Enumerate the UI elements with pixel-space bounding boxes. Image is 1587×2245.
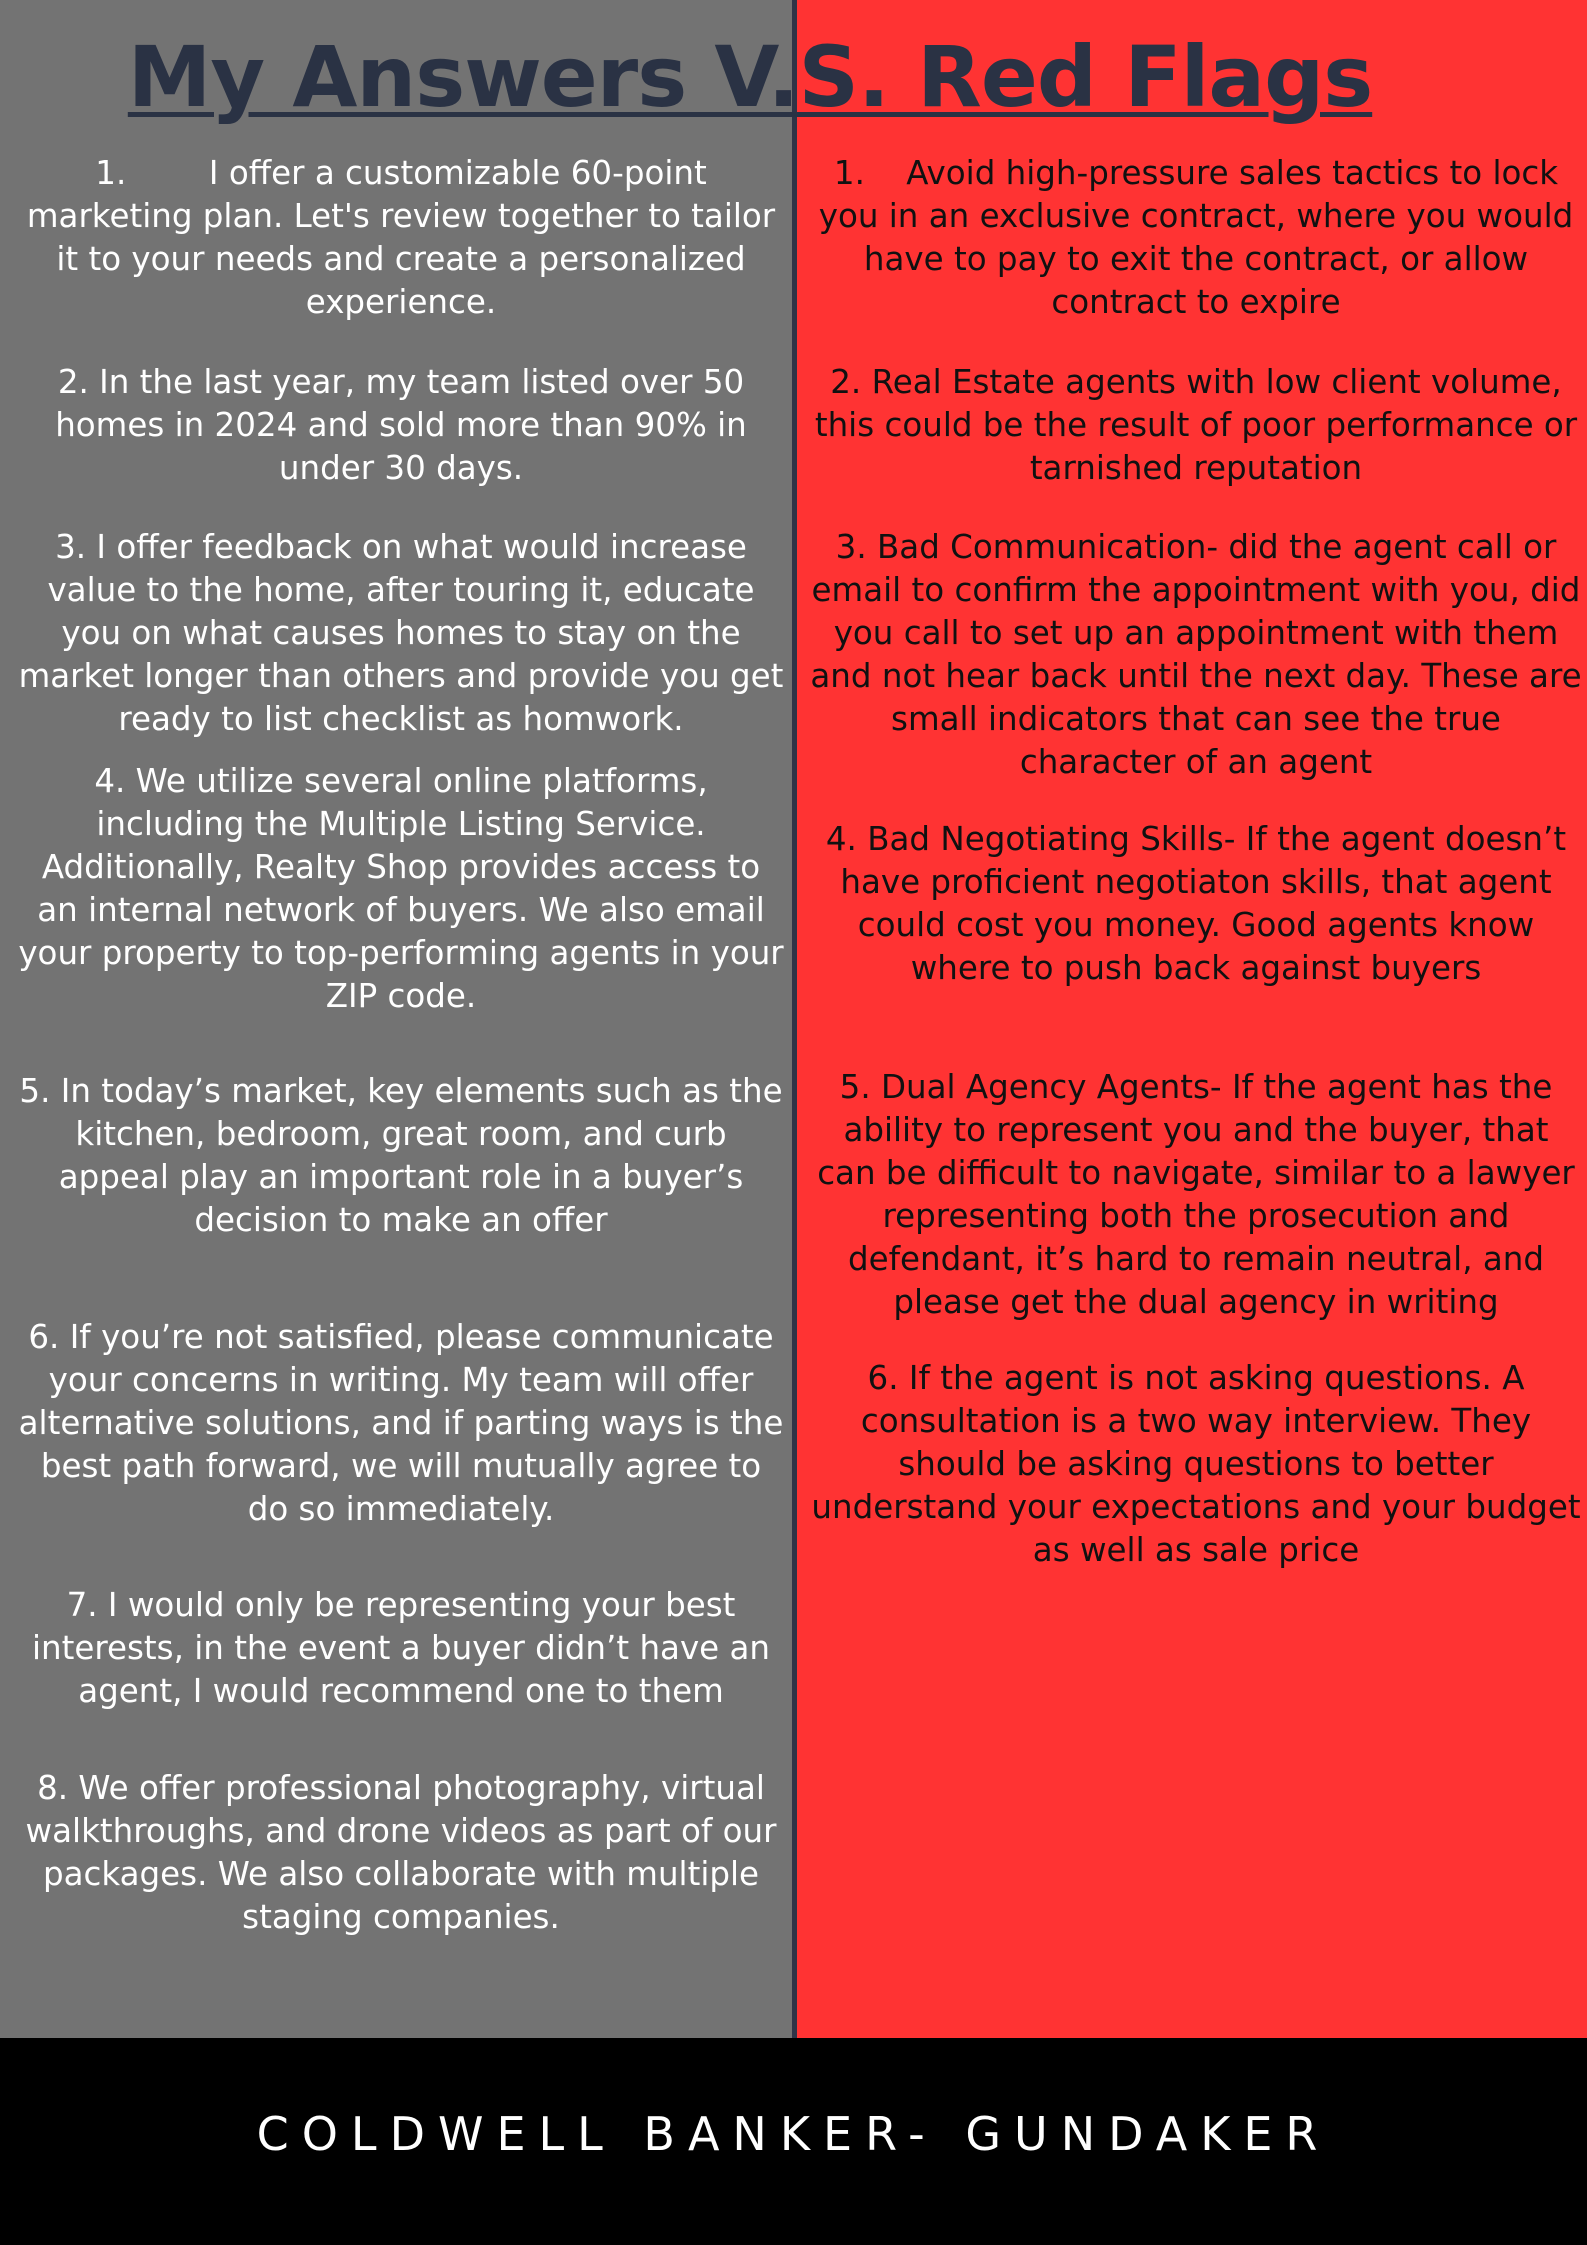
answer-item-6: 6. If you’re not satisfied, please communicate your concerns in writing. My team will offer alternative solutions, and if parting ways is the best path forward, we will mutually agree to do so immediately. — [18, 1318, 784, 1528]
answer-item-8: 8. We offer professional photography, virtual walkthroughs, and drone videos as part of our packages. We also collaborate with multiple staging companies. — [25, 1769, 777, 1936]
red-flag-item-2: 2. Real Estate agents with low client volume, this could be the result of poor performance or tarnished reputation — [814, 363, 1578, 487]
answer-item-7: 7. I would only be representing your best interests, in the event a buyer didn’t have an agent, I would recommend one to them — [31, 1586, 771, 1710]
column-divider — [792, 0, 797, 2038]
answer-item-2: 2. In the last year, my team listed over 50 homes in 2024 and sold more than 90% in under 30 days. — [55, 363, 747, 487]
brokerage-name: COLDWELL BANKER- GUNDAKER — [256, 2107, 1331, 2161]
answer-item-4: 4. We utilize several online platforms, including the Multiple Listing Service. Additionally, Realty Shop provides access to an internal network of buyers. We also email your property to top-performing agents in your ZIP code. — [18, 762, 784, 1015]
page-title: My Answers V.S. Red Flags — [127, 28, 1373, 126]
red-flag-item-4: 4. Bad Negotiating Skills- If the agent doesn’t have proficient negotiaton skills, that agent could cost you money. Good agents know where to push back against buyers — [825, 820, 1567, 987]
answer-item-1: 1. I offer a customizable 60-point marketing plan. Let's review together to tailor it to your needs and create a personalized experience. — [26, 154, 776, 321]
answer-item-5: 5. In today’s market, key elements such as the kitchen, bedroom, great room, and curb appeal play an important role in a buyer’s decision to make an offer — [19, 1072, 783, 1239]
red-flag-item-5: 5. Dual Agency Agents- If the agent has the ability to represent you and the buyer, that can be difficult to navigate, similar to a lawyer representing both the prosecution and defendant, it’s hard to remain neutral, and please get the dual agency in writing — [817, 1068, 1575, 1321]
red-flag-item-1: 1. Avoid high-pressure sales tactics to lock you in an exclusive contract, where you would have to pay to exit the contract, or allow contract to expire — [818, 154, 1574, 321]
answer-item-3: 3. I offer feedback on what would increase value to the home, after touring it, educate you on what causes homes to stay on the market longer than others and provide you get ready to list checklist as homwork. — [18, 528, 784, 738]
red-flag-item-3: 3. Bad Communication- did the agent call or email to confirm the appointment with you, did you call to set up an appointment with them and not hear back until the next day. These are small indicators that can see the true character of an agent — [810, 528, 1582, 781]
red-flag-item-6: 6. If the agent is not asking questions. A consultation is a two way interview. They should be asking questions to better understand your expectations and your budget as well as sale price — [811, 1359, 1581, 1569]
